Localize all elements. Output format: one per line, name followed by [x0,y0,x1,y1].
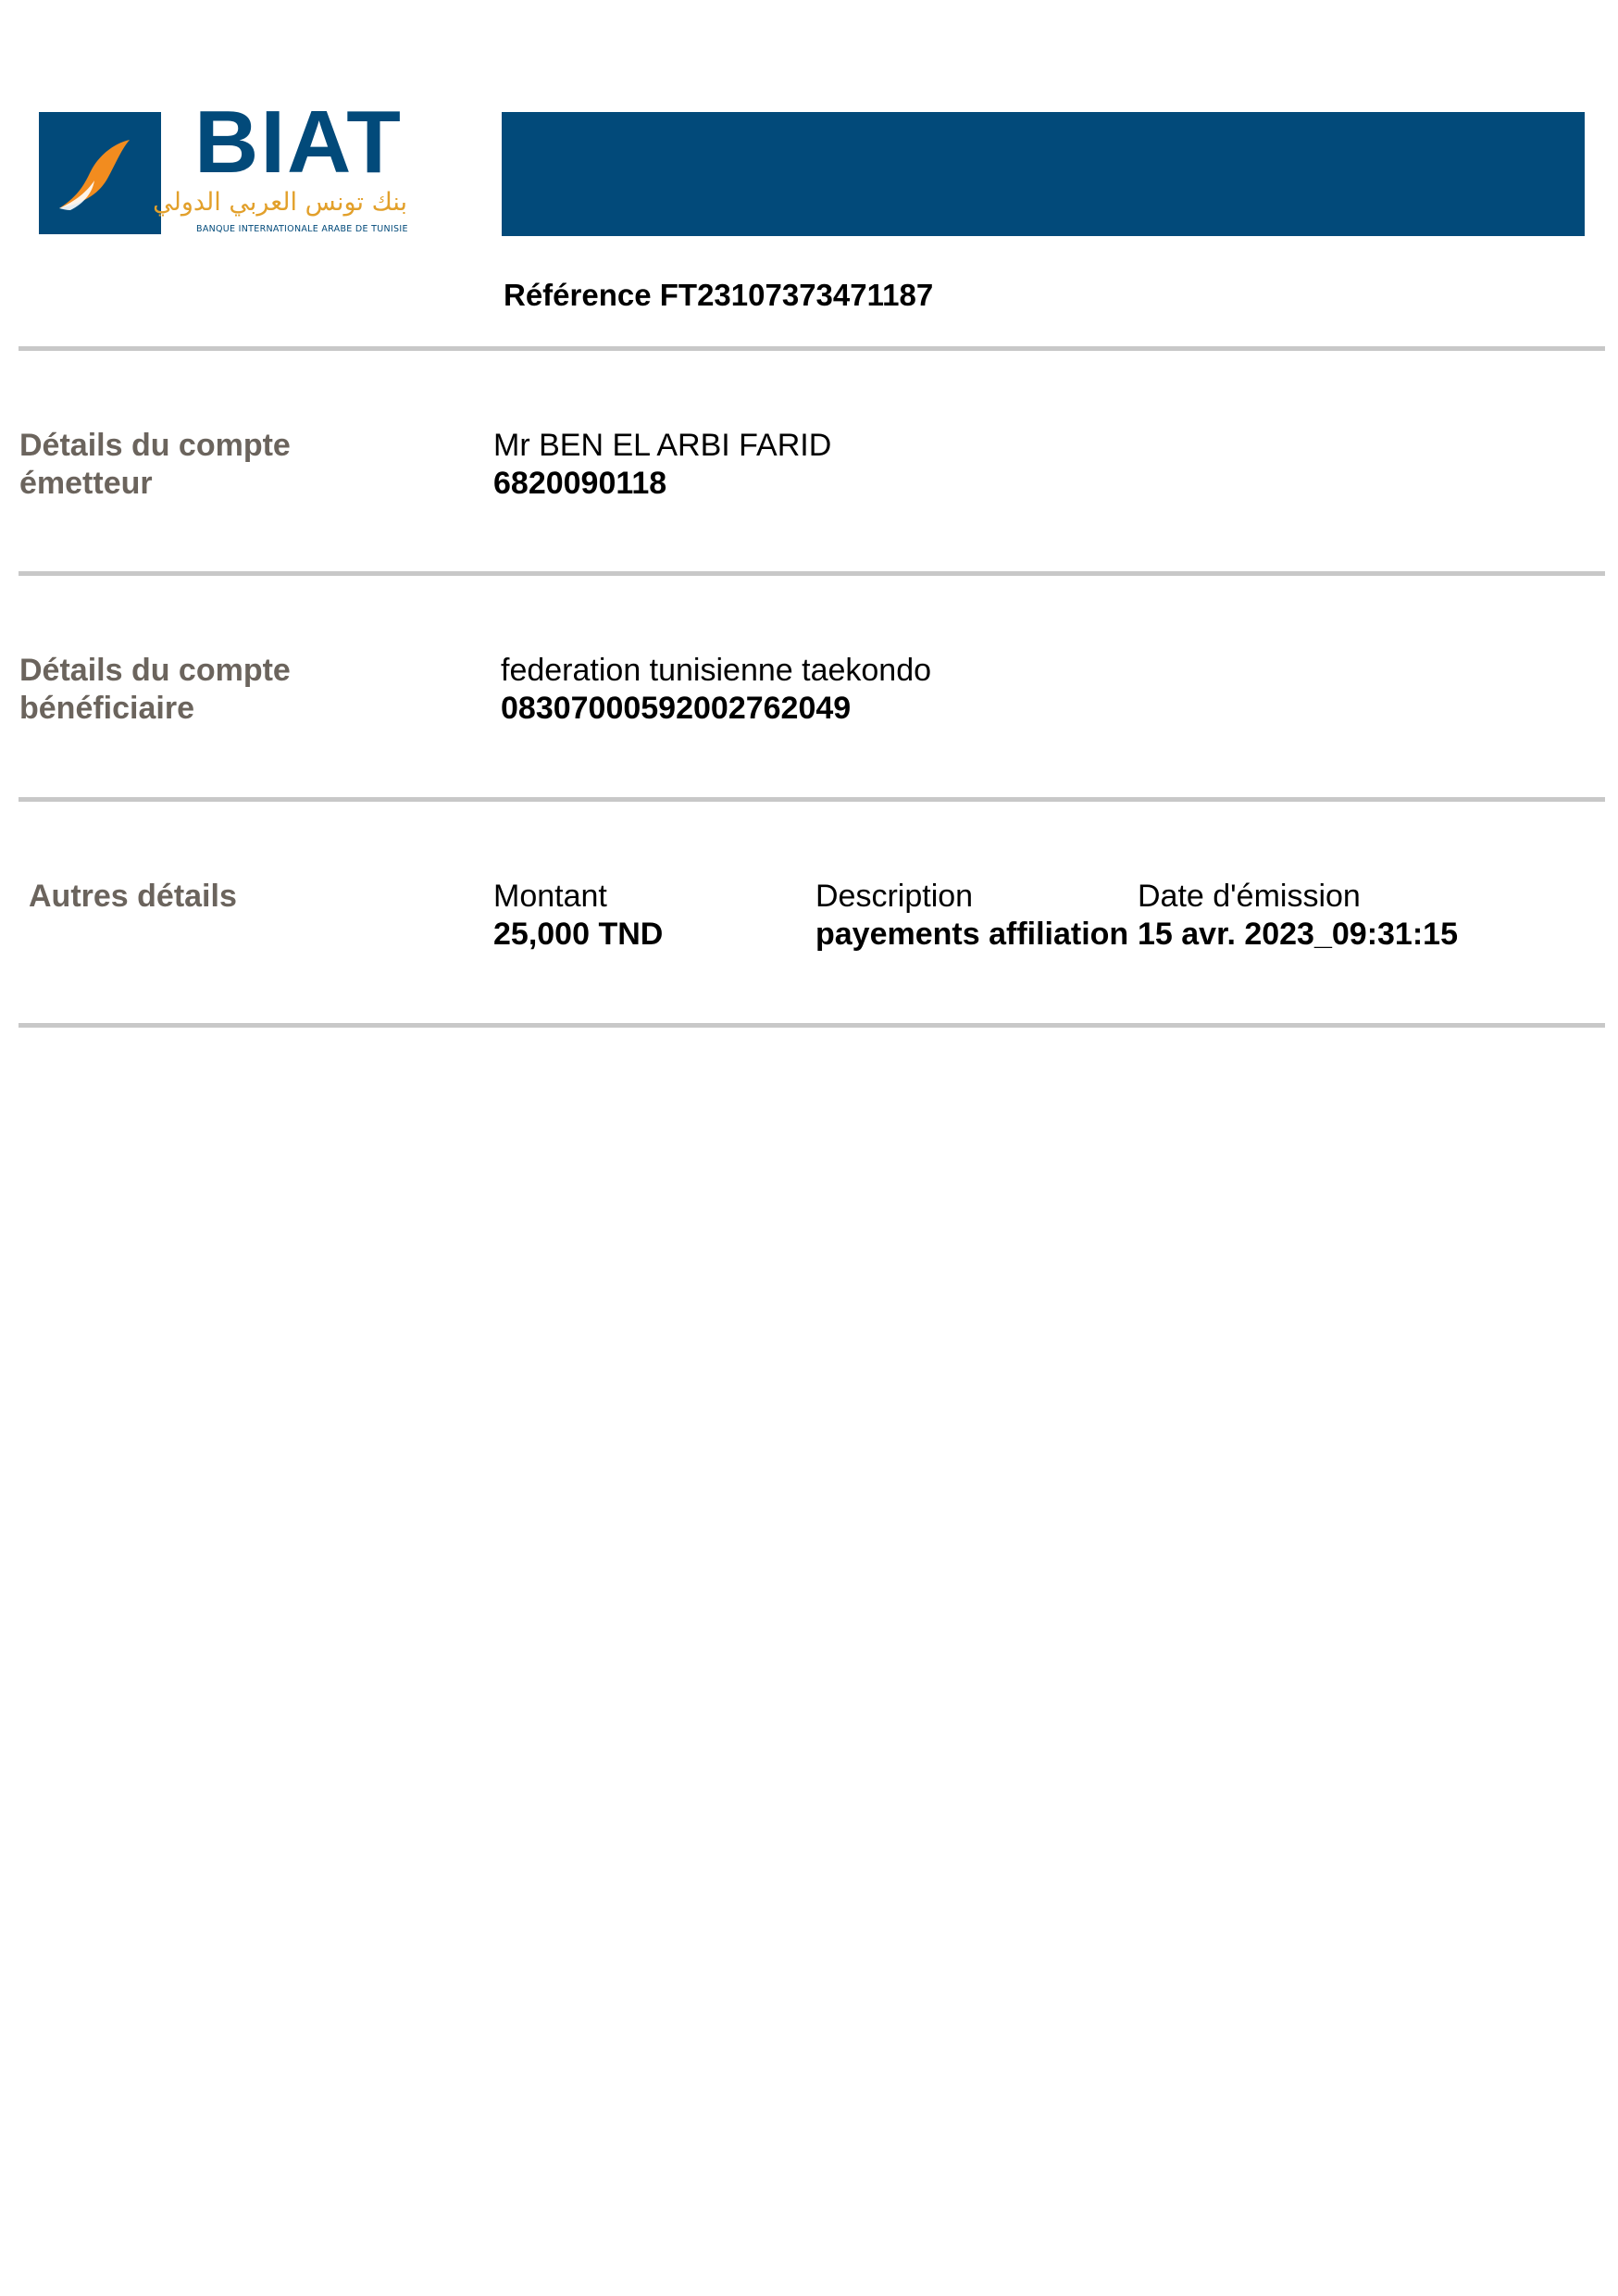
description-label: Description [815,879,974,914]
beneficiary-label-line1: Détails du compte [19,653,291,688]
beneficiary-label-line2: bénéficiaire [19,691,194,726]
issue-date-value: 15 avr. 2023_09:31:15 [1138,917,1458,952]
emitter-section-label [19,427,291,503]
other-details-label: Autres détails [29,879,237,914]
logo-wordmark: BIAT [194,93,403,192]
beneficiary-section-label [19,652,291,728]
logo-arabic-name: بنك تونس العربي الدولي [153,188,407,217]
biat-logo-icon [39,112,161,234]
transaction-reference: Référence FT23107373471187 [504,278,934,312]
emitter-label-line1: Détails du compte [19,428,291,463]
emitter-account-number: 6820090118 [493,466,667,501]
logo-swoosh-icon [39,112,161,234]
header-banner [502,112,1585,236]
divider [19,1023,1605,1028]
beneficiary-account-number: 08307000592002762049 [501,691,852,726]
logo-subtitle: BANQUE INTERNATIONALE ARABE DE TUNISIE [196,224,408,234]
issue-date-label: Date d'émission [1138,879,1361,914]
amount-label: Montant [493,879,607,914]
emitter-name: Mr BEN EL ARBI FARID [493,428,832,463]
beneficiary-name: federation tunisienne taekondo [501,653,932,688]
divider [19,797,1605,802]
emitter-label-line2: émetteur [19,466,153,501]
divider [19,571,1605,576]
description-value: payements affiliation [815,917,1129,952]
divider [19,346,1605,351]
amount-value: 25,000 TND [493,917,664,952]
